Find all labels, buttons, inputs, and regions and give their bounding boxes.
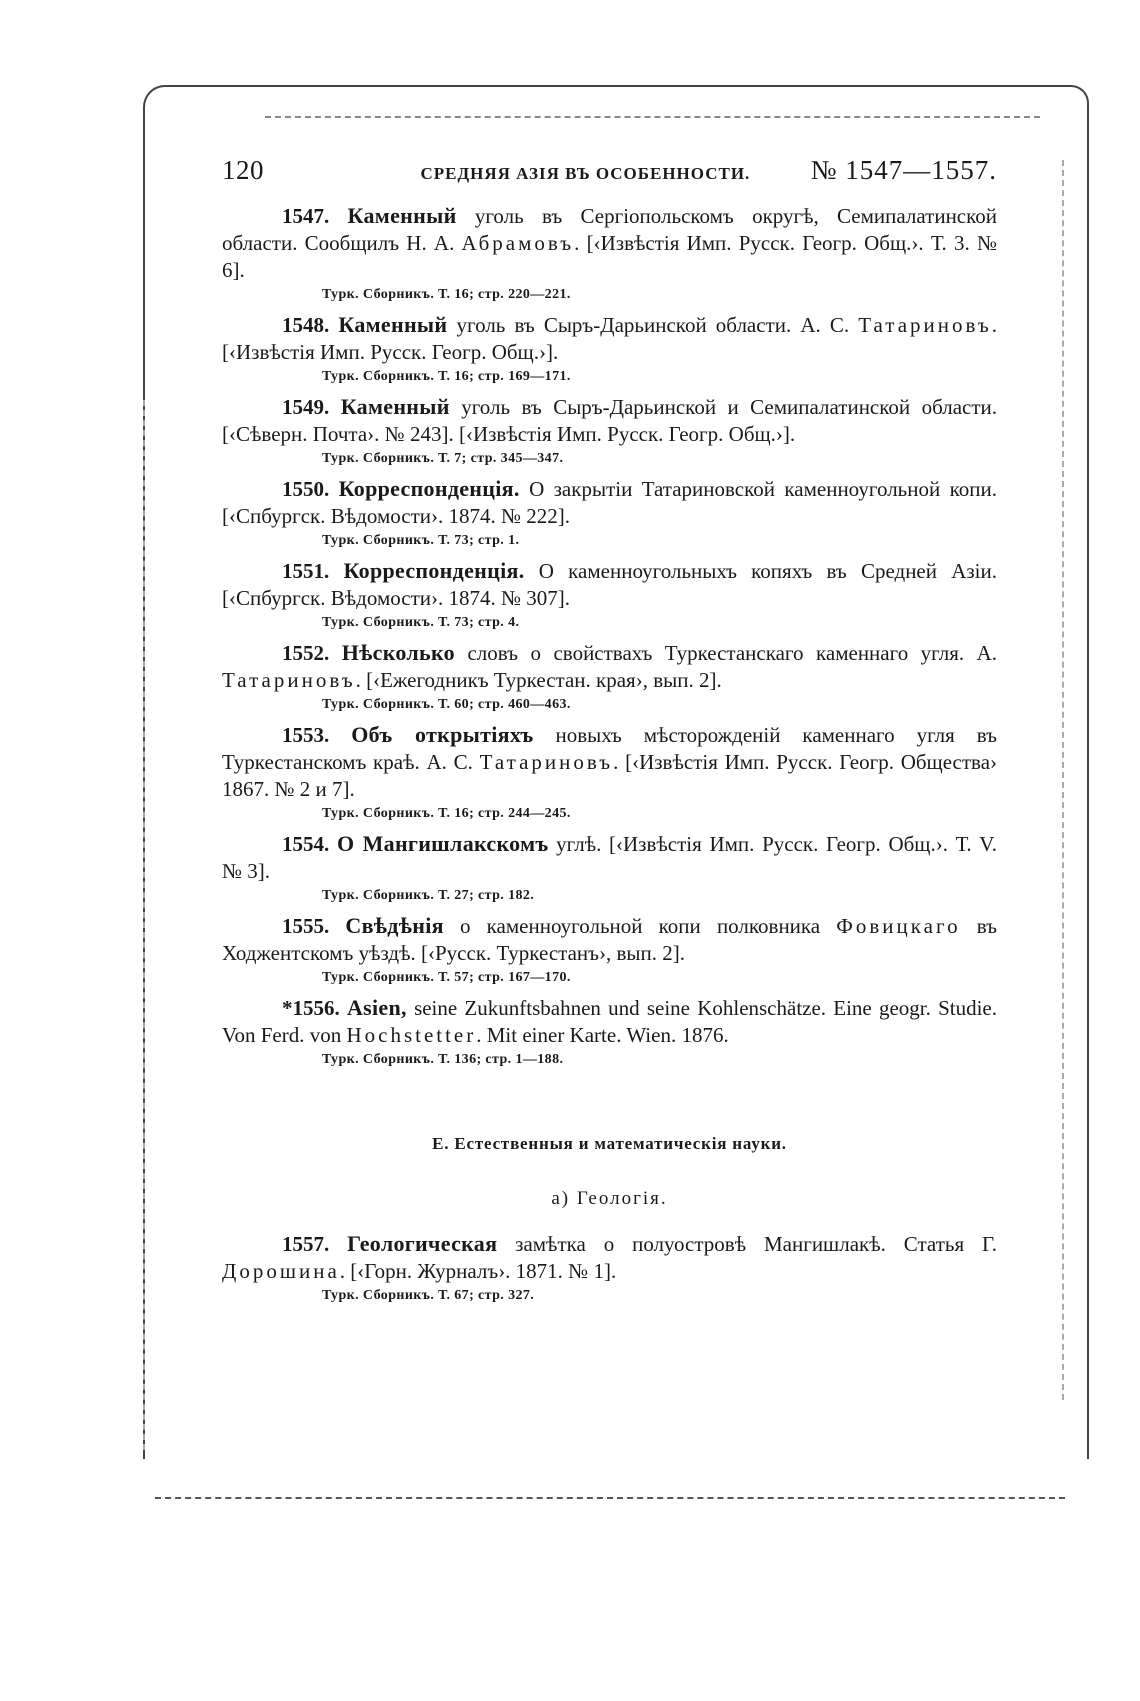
entry-number: *1556.	[282, 996, 340, 1020]
geology-entries	[222, 1230, 997, 1304]
entry-author: Татариновъ	[858, 313, 992, 337]
bibliography-entry	[222, 830, 997, 904]
entry-author: Hochstetter	[346, 1023, 477, 1047]
entry-text	[222, 639, 997, 694]
bottom-dashed-rule	[155, 1497, 1065, 1499]
entry-number: 1552.	[282, 641, 330, 665]
entry-keyword: Корреспонденція.	[343, 558, 525, 583]
entry-citation: Турк. Сборникъ. Т. 136; стр. 1—188.	[322, 1052, 564, 1067]
entry-number: 1547.	[282, 204, 330, 228]
entry-keyword: Asien,	[346, 995, 407, 1020]
right-edge-mark	[1062, 160, 1064, 1400]
entry-description: новыхъ мѣсторожденій каменнаго угля въ Туркестанскомъ краѣ. А. С.	[222, 723, 998, 774]
bibliography-entry	[222, 994, 997, 1068]
entry-description: уголь въ Сергіопольскомъ округѣ, Семипалатинской области. Сообщилъ Н. А.	[222, 204, 997, 255]
entry-text	[222, 202, 997, 284]
entry-number: 1557.	[282, 1232, 330, 1256]
bibliography-entries	[222, 202, 997, 1068]
entry-text	[222, 912, 997, 967]
entry-author: Татариновъ	[479, 750, 614, 774]
entry-keyword: Свѣдѣнія	[345, 913, 444, 938]
entry-author: Дорошина	[222, 1259, 340, 1283]
entry-description: . [‹Ежегодникъ Туркестан. края›, вып. 2].	[355, 668, 722, 692]
entry-number: 1548.	[282, 313, 330, 337]
entry-citation: Турк. Сборникъ. Т. 16; стр. 220—221.	[322, 287, 571, 302]
entry-citation: Турк. Сборникъ. Т. 27; стр. 182.	[322, 888, 535, 903]
bibliography-entry	[222, 557, 997, 631]
bibliography-entry	[222, 639, 997, 713]
entry-description: уголь въ Сыръ-Дарьинской области. А. С.	[456, 313, 859, 337]
entry-citation: Турк. Сборникъ. Т. 57; стр. 167—170.	[322, 970, 571, 985]
left-edge-mark	[143, 400, 145, 1450]
entry-keyword: О Мангишлакскомъ	[336, 831, 549, 856]
entry-keyword: Нѣсколько	[341, 640, 455, 665]
entry-description: замѣтка о полуостровѣ Мангишлакѣ. Статья Г.	[515, 1232, 997, 1256]
bibliography-entry	[222, 393, 997, 467]
entry-number: 1553.	[282, 723, 330, 747]
entry-number: 1555.	[282, 914, 330, 938]
entry-author: Фовицкаго	[836, 914, 961, 938]
entry-description: уголь въ Сыръ-Дарьинской и Семипалатинской области. [‹Сѣверн. Почта›. № 243]. [‹Извѣстія Имп. Русск. Геогр. Общ.›].	[222, 395, 998, 446]
entry-citation: Турк. Сборникъ. Т. 7; стр. 345—347.	[322, 451, 564, 466]
bibliography-entry	[222, 912, 997, 986]
entry-description: . [‹Извѣстія Имп. Русск. Геогр. Общ.›].	[222, 313, 998, 364]
entry-description: . [‹Извѣстія Имп. Русск. Геогр. Общ.›. Т. 3. № 6].	[222, 231, 997, 282]
entry-author: Татариновъ	[222, 668, 356, 692]
section-title: Е. Естественныя и математическія науки.	[432, 1134, 787, 1153]
page-number: 120	[222, 155, 264, 185]
entry-text	[222, 475, 997, 530]
entry-number: 1551.	[282, 559, 330, 583]
entry-description: seine Zukunftsbahnen und seine Kohlenschätze. Eine geogr. Studie. Von Ferd. von	[222, 996, 998, 1047]
entry-text	[222, 1230, 997, 1285]
entry-citation: Турк. Сборникъ. Т. 73; стр. 1.	[322, 533, 520, 548]
top-dashed-rule	[265, 116, 1040, 118]
entry-keyword: Объ открытіяхъ	[351, 722, 534, 747]
entry-description: углѣ. [‹Извѣстія Имп. Русск. Геогр. Общ.›. Т. V. № 3].	[222, 832, 998, 883]
entry-keyword: Каменный	[347, 203, 457, 228]
entry-keyword: Корреспонденція.	[338, 476, 520, 501]
bibliography-entry	[222, 475, 997, 549]
entry-description: словъ о свойствахъ Туркестанскаго каменнаго угля. А.	[467, 641, 998, 665]
entry-number: 1554.	[282, 832, 330, 856]
entry-description: . Mit einer Karte. Wien. 1876.	[476, 1023, 729, 1047]
entry-citation: Турк. Сборникъ. Т. 73; стр. 4.	[322, 615, 520, 630]
entry-text	[222, 830, 997, 885]
entry-author: Абрамовъ	[461, 231, 575, 255]
entry-text	[222, 994, 997, 1049]
book-page	[222, 155, 997, 1312]
running-title: СРЕДНЯЯ АЗІЯ ВЪ ОСОБЕННОСТИ.	[420, 164, 751, 183]
subsection-title: а) Геологія.	[551, 1188, 668, 1209]
running-header	[222, 155, 997, 186]
entry-keyword: Геологическая	[347, 1231, 498, 1256]
entry-description: . [‹Горн. Журналъ›. 1871. № 1].	[339, 1259, 617, 1283]
entry-number: 1550.	[282, 477, 330, 501]
entry-citation: Турк. Сборникъ. Т. 16; стр. 169—171.	[322, 369, 571, 384]
entry-keyword: Каменный	[340, 394, 450, 419]
bibliography-entry	[222, 721, 997, 822]
entry-citation: Турк. Сборникъ. Т. 67; стр. 327.	[322, 1288, 535, 1303]
entry-description: О закрытіи Татариновской каменноугольной копи. [‹Спбургск. Вѣдомости›. 1874. № 222].	[222, 477, 997, 528]
entry-text	[222, 557, 997, 612]
bibliography-entry	[222, 311, 997, 385]
entry-description: О каменноугольныхъ копяхъ въ Средней Азіи. [‹Спбургск. Вѣдомости›. 1874. № 307].	[222, 559, 997, 610]
entry-text	[222, 393, 997, 448]
entry-text	[222, 311, 997, 366]
bibliography-entry	[222, 202, 997, 303]
entry-citation: Турк. Сборникъ. Т. 60; стр. 460—463.	[322, 697, 571, 712]
entry-citation: Турк. Сборникъ. Т. 16; стр. 244—245.	[322, 806, 571, 821]
bibliography-entry	[222, 1230, 997, 1304]
entry-description: . [‹Извѣстія Имп. Русск. Геогр. Общества› 1867. № 2 и 7].	[222, 750, 998, 801]
entry-description: въ Ходжентскомъ уѣздѣ. [‹Русск. Туркестанъ›, вып. 2].	[222, 914, 997, 965]
entry-description: о каменноугольной копи полковника	[460, 914, 837, 938]
entry-keyword: Каменный	[338, 312, 448, 337]
entry-range: № 1547—1557.	[810, 155, 997, 185]
entry-text	[222, 721, 997, 803]
entry-number: 1549.	[282, 395, 330, 419]
